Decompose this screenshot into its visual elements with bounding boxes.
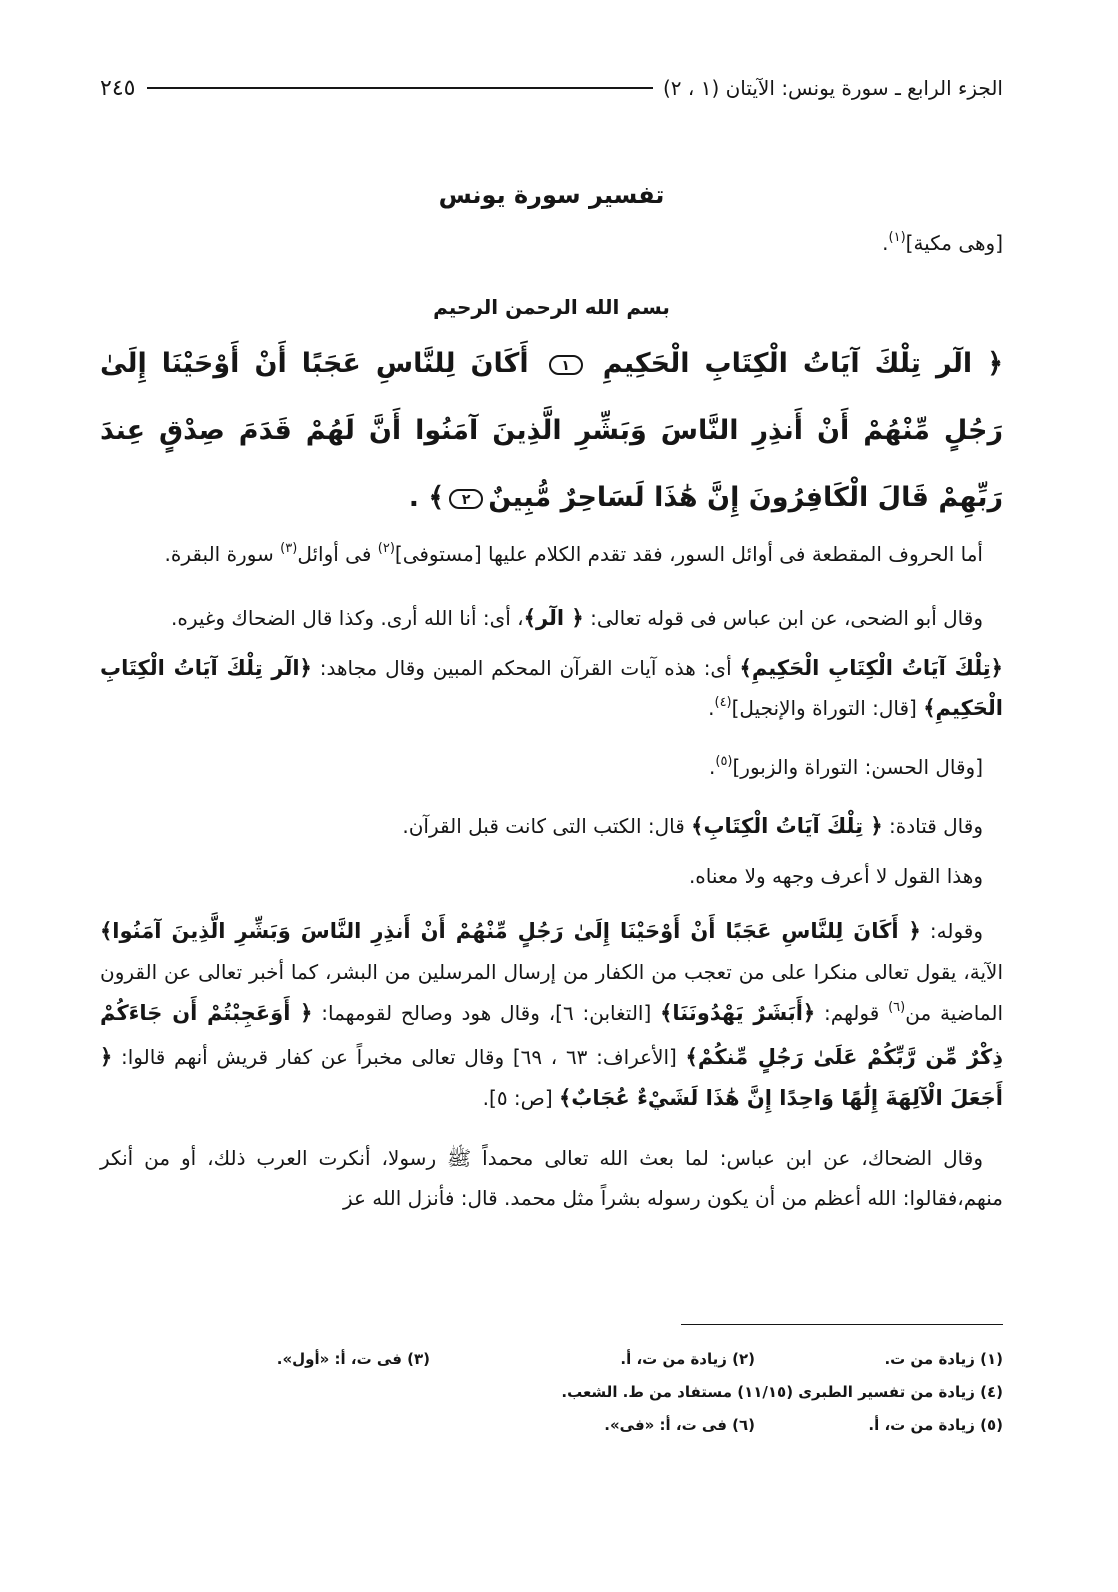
paragraph	[100, 911, 1003, 1119]
quran-quote: ﴿أَبَشَرٌ يَهْدُونَنَا﴾	[660, 1001, 816, 1025]
paragraph-text: قال: الكتب التى كانت قبل القرآن.	[402, 814, 692, 838]
basmala: بسم الله الرحمن الرحيم	[433, 295, 670, 319]
paragraph	[100, 598, 1003, 638]
running-title: الجزء الرابع ـ سورة يونس: الآيتان (١ ، ٢)	[662, 76, 1003, 100]
paragraph-text: أى: هذه آيات القرآن المحكم المبين وقال مجاهد:	[311, 656, 740, 680]
verse-close: ﴾ .	[408, 482, 445, 513]
paragraph-text: وهذا القول لا أعرف وجهه ولا معناه.	[688, 864, 983, 888]
quran-quote: ﴿الٓر تِلْكَ آيَاتُ الْكِتَابِ الْحَكِيمِ﴾	[100, 656, 1003, 720]
quran-quote: ﴿ أَكَانَ لِلنَّاسِ عَجَبًا أَنْ أَوْحَيْنَا إِلَىٰ رَجُلٍ مِّنْهُمْ أَنْ أَنذِرِ النَّاسَ وَبَشِّرِ الَّذِينَ آمَنُوا﴾	[100, 919, 921, 943]
paragraph-text: [التغابن: ٦]، وقال هود وصالح لقومهما:	[312, 1001, 661, 1025]
paragraph-text: ، أى: أنا الله أرى. وكذا قال الضحاك وغيره.	[171, 606, 524, 630]
paragraph-text: [ص: ٥].	[482, 1086, 559, 1110]
footnote-list	[100, 1343, 1003, 1442]
quran-quote: ﴿ أَوَعَجِبْتُمْ أَن جَاءَكُمْ ذِكْرٌ مِّن رَّبِّكُمْ عَلَىٰ رَجُلٍ مِّنكُمْ﴾	[100, 1001, 1004, 1069]
footnote: (٥) زيادة من ت، أ.	[868, 1416, 1003, 1434]
paragraph	[100, 1138, 1003, 1218]
footnote: (٦) فى ت، أ: «فى».	[604, 1416, 755, 1434]
paragraph-text: قولهم:	[815, 1001, 889, 1025]
paragraph-text: سورة البقرة.	[164, 542, 281, 566]
footnote-ref: (٦)	[888, 1000, 906, 1015]
paragraph-text: [قال: التوراة والإنجيل]	[731, 696, 924, 720]
quran-quote: ﴿تِلْكَ آيَاتُ الْكِتَابِ الْحَكِيمِ﴾	[739, 656, 1003, 680]
verse-text: ﴿ الٓر تِلْكَ آيَاتُ الْكِتَابِ الْحَكِيمِ	[602, 348, 1004, 379]
verse-number-marker: ٢	[449, 489, 483, 509]
paragraph-text: وقال قتادة:	[882, 814, 983, 838]
surah-title: تفسير سورة يونس	[438, 181, 665, 209]
paragraph-text: فى أوائل	[297, 542, 378, 566]
footnote-ref: (٤)	[714, 695, 732, 710]
paragraph	[100, 806, 1003, 846]
footnote-separator	[681, 1324, 1003, 1325]
paragraph	[100, 856, 1003, 896]
paragraph-text: [الأعراف: ٦٣ ، ٦٩] وقال تعالى مخبراً عن كفار قريش أنهم قالوا:	[112, 1045, 686, 1069]
paragraph	[100, 534, 1003, 578]
footnote: (٣) فى ت، أ: «أول».	[276, 1350, 430, 1368]
paragraph-text: .	[708, 696, 715, 720]
revelation-note-end: .	[882, 231, 889, 255]
page-number: ٢٤٥	[100, 75, 136, 101]
verse-text: أَكَانَ لِلنَّاسِ عَجَبًا أَنْ أَوْحَيْنَا إِلَىٰ رَجُلٍ مِّنْهُمْ أَنْ أَنذِرِ النَّاسَ وَبَشِّرِ الَّذِينَ آمَنُوا أَنَّ لَهُمْ قَدَمَ صِدْقٍ عِندَ رَبِّهِمْ قَالَ الْكَافِرُونَ إِنَّ هَٰذَا لَسَاحِرٌ مُّبِينٌ	[100, 348, 1003, 513]
footnote: (٢) زيادة من ت، أ.	[620, 1350, 755, 1368]
footnote-ref: (٣)	[280, 541, 298, 556]
paragraph-text: وقال أبو الضحى، عن ابن عباس فى قوله تعالى:	[583, 606, 983, 630]
footnote-ref: (٢)	[377, 541, 395, 556]
paragraph-text: [وقال الحسن: التوراة والزبور]	[732, 755, 983, 779]
footnote: (٤) زيادة من تفسير الطبرى (١١/١٥) مستفاد من ط. الشعب.	[561, 1383, 1003, 1401]
quran-quote: ﴿ تِلْكَ آيَاتُ الْكِتَابِ﴾	[691, 814, 883, 838]
paragraph-text: وقوله:	[920, 919, 983, 943]
page-header	[100, 68, 1003, 108]
quran-quote: ﴿ أَجَعَلَ الْآلِهَةَ إِلَٰهًا وَاحِدًا إِنَّ هَٰذَا لَشَيْءٌ عُجَابٌ﴾	[100, 1045, 1003, 1110]
header-rule	[147, 87, 653, 89]
quran-quote: ﴿ الٓر﴾	[523, 606, 584, 630]
footnotes	[100, 1324, 1003, 1442]
paragraph-text: .	[709, 755, 716, 779]
paragraph-text: وقال الضحاك، عن ابن عباس: لما بعث الله تعالى محمداً ﷺ رسولا، أنكرت العرب ذلك، أو من أنكر منهم،فقالوا: الله أعظم من أن يكون رسوله بشراً مثل محمد. قال: فأنزل الله عز	[100, 1146, 1003, 1210]
footnote-ref: (٥)	[715, 754, 733, 769]
verse-block	[100, 330, 1003, 531]
paragraph-text: الآية، يقول تعالى منكرا على من تعجب من الكفار من إرسال المرسلين من البشر، كما أخبر تعالى عن القرون الماضية من	[100, 960, 1004, 1025]
paragraph	[100, 747, 1003, 791]
footnote-ref: (١)	[888, 230, 906, 245]
paragraph	[100, 648, 1003, 732]
footnote: (١) زيادة من ت.	[884, 1350, 1003, 1368]
verse-number-marker: ١	[549, 355, 583, 375]
revelation-note	[100, 220, 1003, 270]
revelation-note-text: [وهى مكية]	[905, 231, 1003, 255]
paragraph-text: أما الحروف المقطعة فى أوائل السور، فقد تقدم الكلام عليها [مستوفى]	[394, 542, 983, 566]
main-text	[100, 170, 1003, 1218]
